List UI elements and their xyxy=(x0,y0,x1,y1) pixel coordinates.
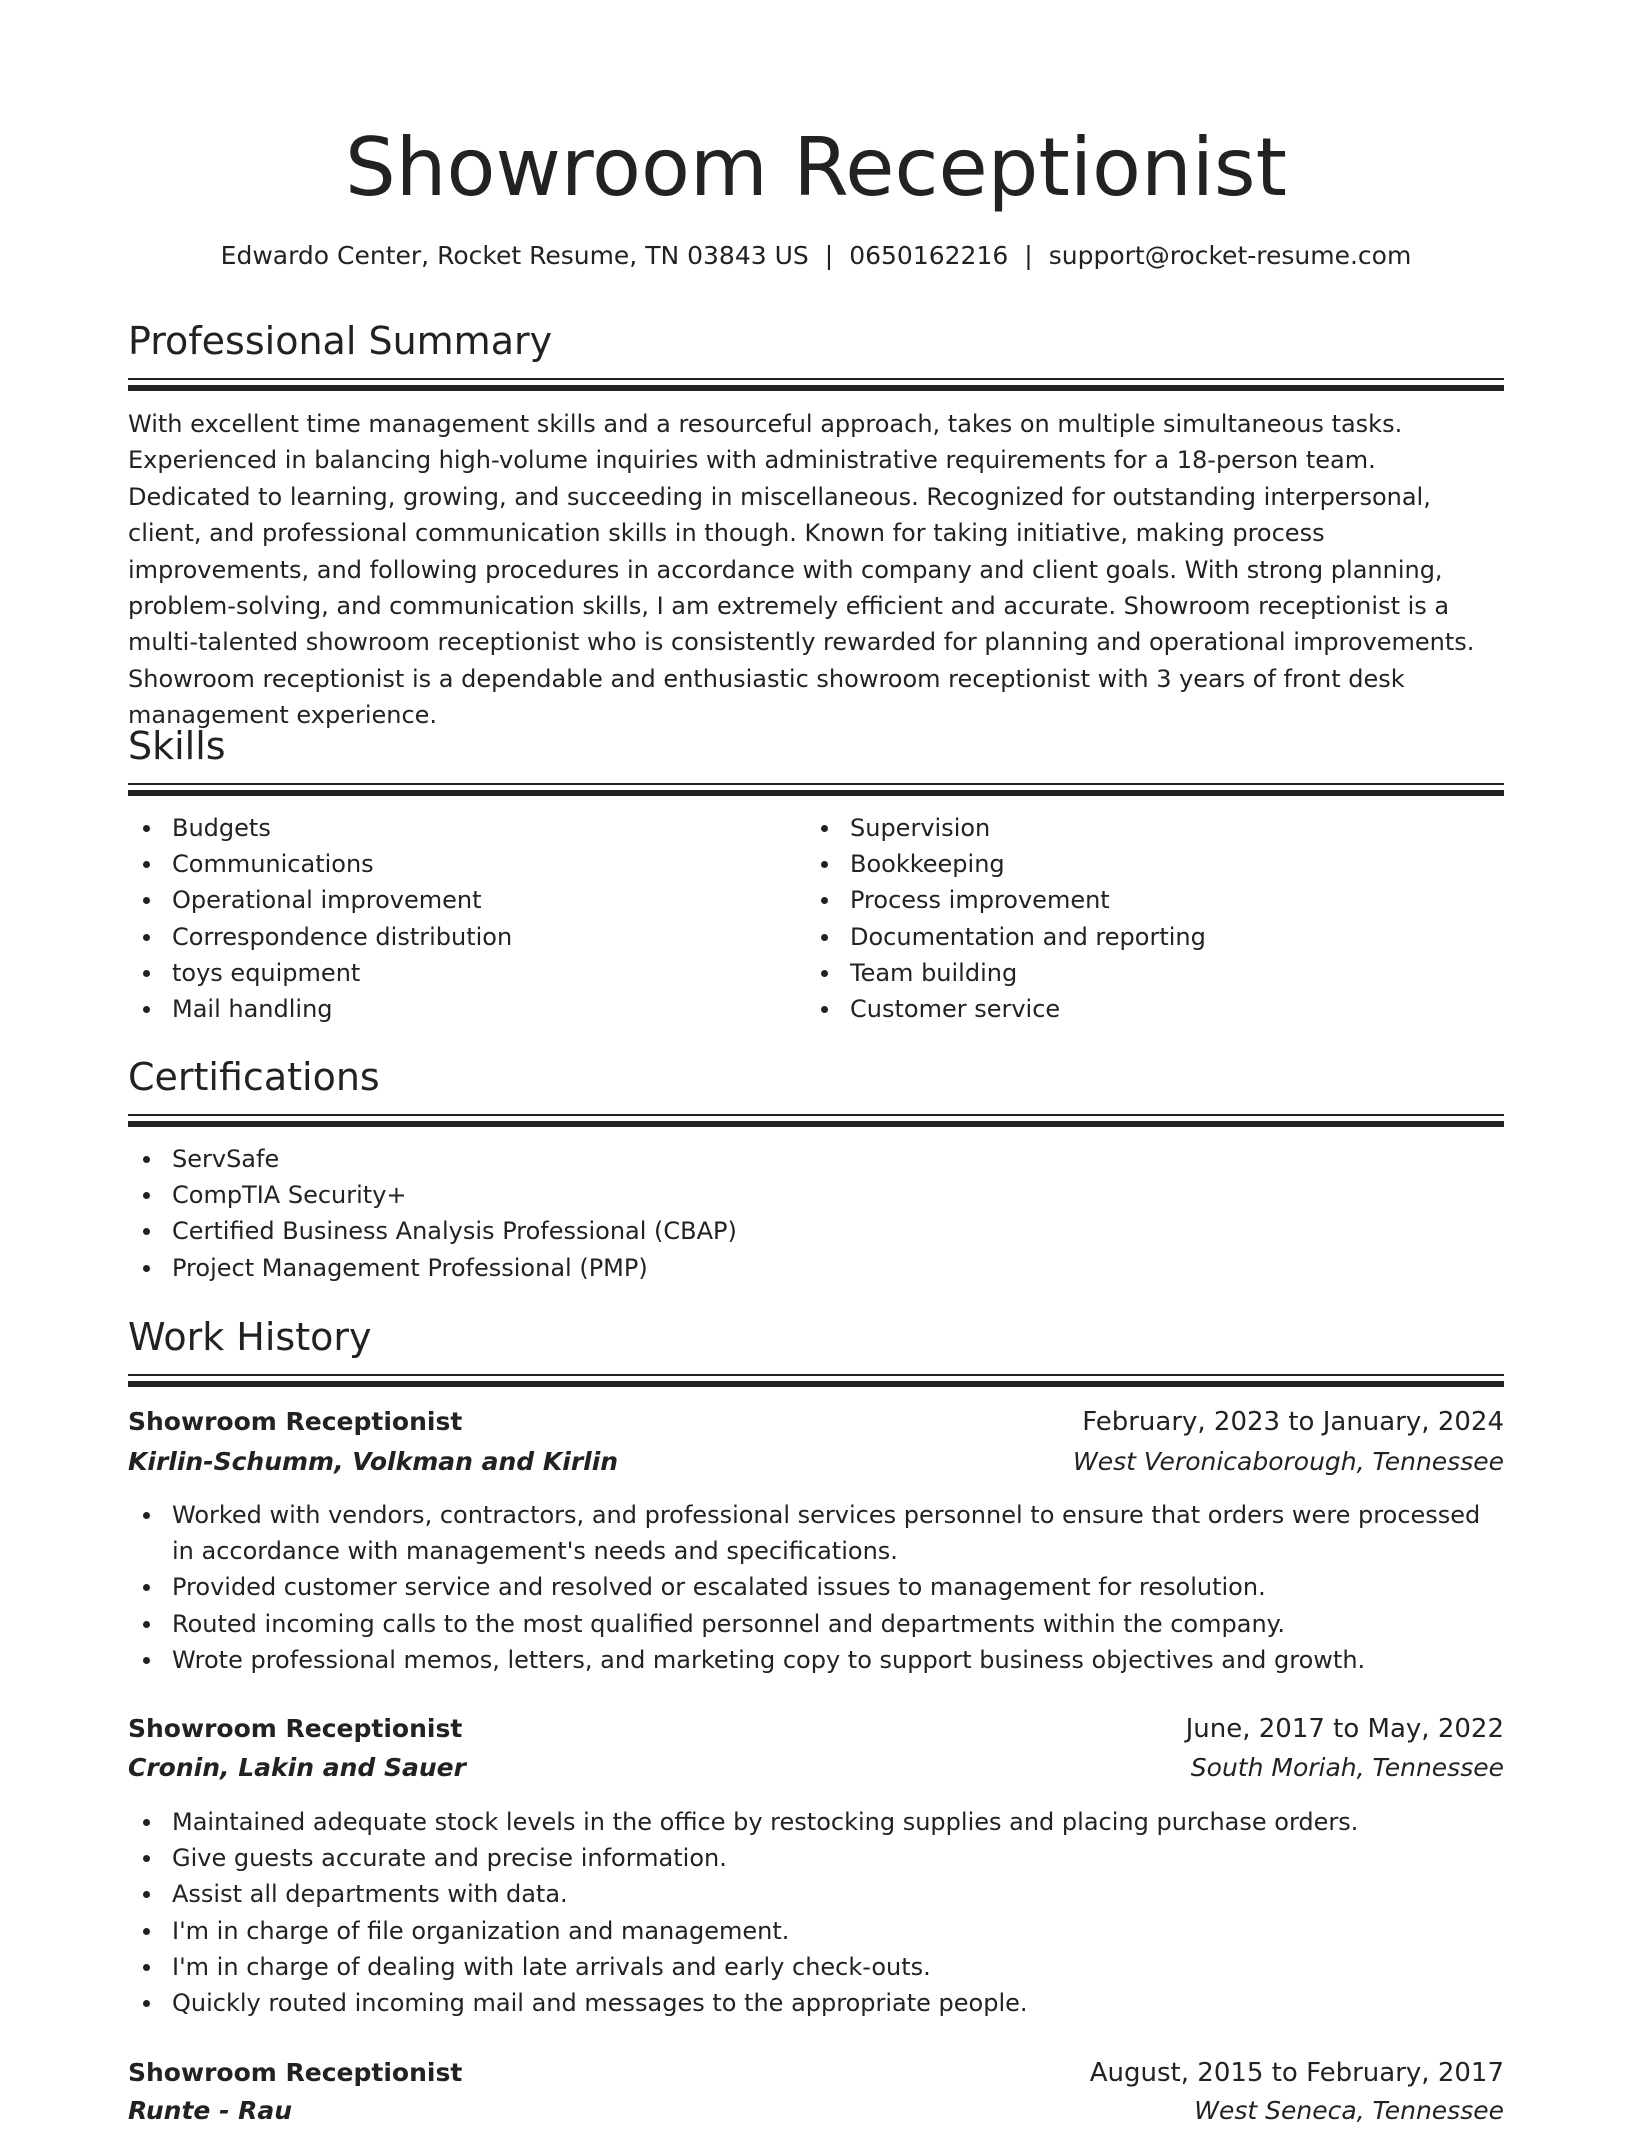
certifications-section xyxy=(128,1052,1504,1127)
section-divider-thick xyxy=(128,385,1504,391)
job-duties-list xyxy=(128,1804,1504,2021)
contact-phone: 0650162216 xyxy=(849,241,1009,270)
summary-heading: Professional Summary xyxy=(128,319,553,363)
list-item: Bookkeeping xyxy=(806,846,1466,882)
list-item: Maintained adequate stock levels in the office by restocking supplies and placing purchase orders. xyxy=(128,1804,1504,1840)
list-item: Wrote professional memos, letters, and marketing copy to support business objectives and growth. xyxy=(128,1642,1504,1678)
certifications-heading: Certifications xyxy=(128,1055,380,1099)
skills-column-right xyxy=(806,810,1466,1027)
section-divider-thick xyxy=(128,790,1504,796)
list-item: Correspondence distribution xyxy=(128,919,788,955)
job-header xyxy=(128,2053,1504,2093)
section-divider xyxy=(128,783,1504,785)
list-item: ServSafe xyxy=(128,1141,1504,1177)
section-divider xyxy=(128,1374,1504,1376)
job-company: Cronin, Lakin and Sauer xyxy=(128,1753,466,1782)
list-item: Communications xyxy=(128,846,788,882)
section-divider-thick xyxy=(128,1121,1504,1127)
summary-section xyxy=(128,316,1504,391)
contact-separator: | xyxy=(1024,241,1033,270)
contact-line xyxy=(128,238,1504,274)
job-duties-list xyxy=(128,1497,1504,1678)
job-title: Showroom Receptionist xyxy=(128,1407,463,1436)
list-item: Routed incoming calls to the most qualified personnel and departments within the company. xyxy=(128,1606,1504,1642)
list-item: Team building xyxy=(806,955,1466,991)
job-company: Runte - Rau xyxy=(128,2096,293,2125)
list-item: Provided customer service and resolved or escalated issues to management for resolution. xyxy=(128,1569,1504,1605)
job-title: Showroom Receptionist xyxy=(128,1714,463,1743)
certifications-list-wrapper xyxy=(128,1141,1504,1286)
job-dates: June, 2017 to May, 2022 xyxy=(1185,1714,1504,1744)
section-divider xyxy=(128,378,1504,380)
list-item: Budgets xyxy=(128,810,788,846)
job-dates: February, 2023 to January, 2024 xyxy=(1082,1407,1504,1437)
job-title: Showroom Receptionist xyxy=(128,2058,463,2087)
job-subheader xyxy=(128,1748,1504,1788)
skills-heading: Skills xyxy=(128,724,226,768)
skills-section xyxy=(128,721,1504,796)
summary-text: With excellent time management skills and a resourceful approach, takes on multiple simultaneous tasks. Experienced in balancing high-volume inquiries with administrative requirements for a 18-person team. Dedicated to learning, growing, and succeeding in miscellaneous. Recognized for outstanding interpersonal, client, and professional communication skills in though. Known for taking initiative, making process improvements, and following procedures in accordance with company and client goals. With strong planning, problem-solving, and communication skills, I am extremely efficient and accurate. Showroom receptionist is a multi-talented showroom receptionist who is consistently rewarded for planning and operational improvements. Showroom receptionist is a dependable and enthusiastic showroom receptionist with 3 years of front desk management experience. xyxy=(128,410,1475,730)
job-header xyxy=(128,1709,1504,1749)
contact-email: support@rocket-resume.com xyxy=(1048,241,1412,270)
list-item: Process improvement xyxy=(806,882,1466,918)
list-item: I'm in charge of dealing with late arrivals and early check-outs. xyxy=(128,1949,1504,1985)
section-divider xyxy=(128,1114,1504,1116)
list-item: Project Management Professional (PMP) xyxy=(128,1250,1504,1286)
contact-address: Edwardo Center, Rocket Resume, TN 03843 US xyxy=(220,241,809,270)
job-location: West Veronicaborough, Tennessee xyxy=(1073,1447,1504,1476)
list-item: Worked with vendors, contractors, and professional services personnel to ensure that orders were processed in accordance with management's needs and specifications. xyxy=(128,1497,1504,1569)
section-divider-thick xyxy=(128,1381,1504,1387)
skills-column-left xyxy=(128,810,788,1027)
list-item: I'm in charge of file organization and management. xyxy=(128,1913,1504,1949)
job-location: West Seneca, Tennessee xyxy=(1194,2096,1504,2125)
list-item: Quickly routed incoming mail and messages to the appropriate people. xyxy=(128,1985,1504,2021)
job-subheader xyxy=(128,1442,1504,1482)
job-location: South Moriah, Tennessee xyxy=(1190,1753,1504,1782)
list-item: Customer service xyxy=(806,991,1466,1027)
list-item: Operational improvement xyxy=(128,882,788,918)
certifications-list xyxy=(128,1141,1504,1286)
list-item: Documentation and reporting xyxy=(806,919,1466,955)
page-title: Showroom Receptionist xyxy=(345,121,1287,214)
list-item: Supervision xyxy=(806,810,1466,846)
work-history-heading: Work History xyxy=(128,1315,372,1359)
list-item: CompTIA Security+ xyxy=(128,1177,1504,1213)
job-duties xyxy=(128,1804,1504,2021)
job-company: Kirlin-Schumm, Volkman and Kirlin xyxy=(128,1447,619,1476)
contact-separator: | xyxy=(824,241,834,270)
work-history-section xyxy=(128,1312,1504,1387)
list-item: Mail handling xyxy=(128,991,788,1027)
list-item: Certified Business Analysis Professional (CBAP) xyxy=(128,1213,1504,1249)
job-duties xyxy=(128,1497,1504,1678)
job-subheader xyxy=(128,2091,1504,2131)
job-dates: August, 2015 to February, 2017 xyxy=(1089,2058,1504,2088)
skills-list-left xyxy=(128,810,788,1027)
list-item: Assist all departments with data. xyxy=(128,1876,1504,1912)
skills-list-right xyxy=(806,810,1466,1027)
list-item: Give guests accurate and precise information. xyxy=(128,1840,1504,1876)
list-item: toys equipment xyxy=(128,955,788,991)
job-header xyxy=(128,1402,1504,1442)
